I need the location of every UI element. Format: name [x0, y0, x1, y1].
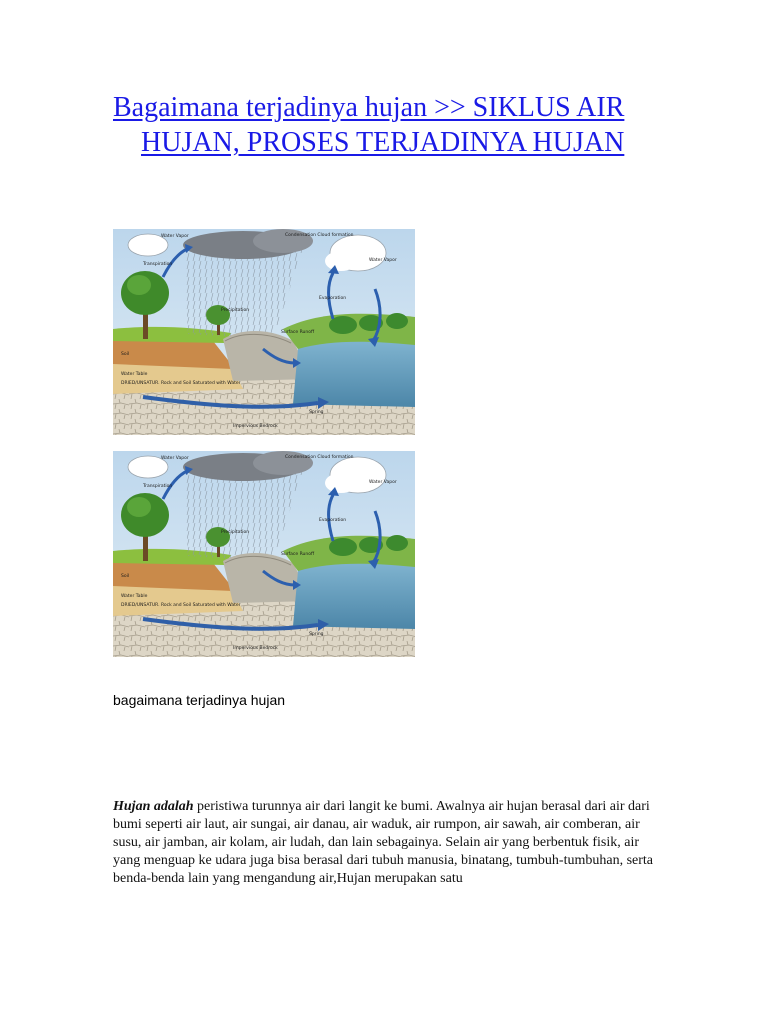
label-surface-runoff: Surface Runoff [281, 330, 315, 335]
paragraph-text: peristiwa turunnya air dari langit ke bumi. Awalnya air hujan berasal dari air dari bumi seperti air laut, air sungai, air danau, air waduk, air rumpon, air sawah, air comberan, air susu, air jamban, air kolam, air ludah, dan lain sebagainya. Selain air yang berbentuk fisik, air yang menguap ke udara juga bisa berasal dari tubuh manusia, binatang, tumbuh-tumbuhan, serta benda-benda lain yang mengandung air,Hujan merupakan satu [113, 799, 654, 886]
article-title-link[interactable]: Bagaimana terjadinya hujan >> SIKLUS AIR HUJAN, PROSES TERJADINYA HUJAN [113, 92, 625, 158]
label-spring: Spring [309, 632, 324, 637]
label-water-table: Water Table [121, 594, 148, 599]
label-soil: Soil [121, 574, 130, 579]
label-water-table: Water Table [121, 372, 148, 377]
label-water-vapor-left: Water Vapor [161, 456, 189, 461]
label-bedrock: Impervious Bedrock [233, 646, 278, 651]
label-transpiration: Transpiration [143, 484, 173, 489]
paragraph-lead: Hujan adalah [113, 799, 194, 814]
label-condensation: Condensation Cloud formation [285, 233, 354, 238]
label-water-vapor-right: Water Vapor [369, 258, 397, 263]
label-water-vapor-left: Water Vapor [161, 234, 189, 239]
figure-caption: bagaimana terjadinya hujan [113, 692, 286, 708]
water-cycle-illustration [113, 229, 415, 435]
label-unsaturated: DRIED/UNSATUR. Rock and Soil Saturated with Water [121, 381, 241, 386]
label-spring: Spring [309, 410, 324, 415]
body-paragraph [113, 798, 658, 888]
label-bedrock: Impervious Bedrock [233, 424, 278, 429]
label-transpiration: Transpiration [143, 262, 173, 267]
label-precipitation: Precipitation [221, 530, 250, 535]
water-cycle-illustration-duplicate [113, 451, 415, 657]
label-evaporation: Evaporation [319, 518, 347, 523]
label-unsaturated: DRIED/UNSATUR. Rock and Soil Saturated with Water [121, 603, 241, 608]
label-water-vapor-right: Water Vapor [369, 480, 397, 485]
label-condensation: Condensation Cloud formation [285, 455, 354, 460]
label-soil: Soil [121, 352, 130, 357]
label-surface-runoff: Surface Runoff [281, 552, 315, 557]
label-evaporation: Evaporation [319, 296, 347, 301]
label-precipitation: Precipitation [221, 308, 250, 313]
